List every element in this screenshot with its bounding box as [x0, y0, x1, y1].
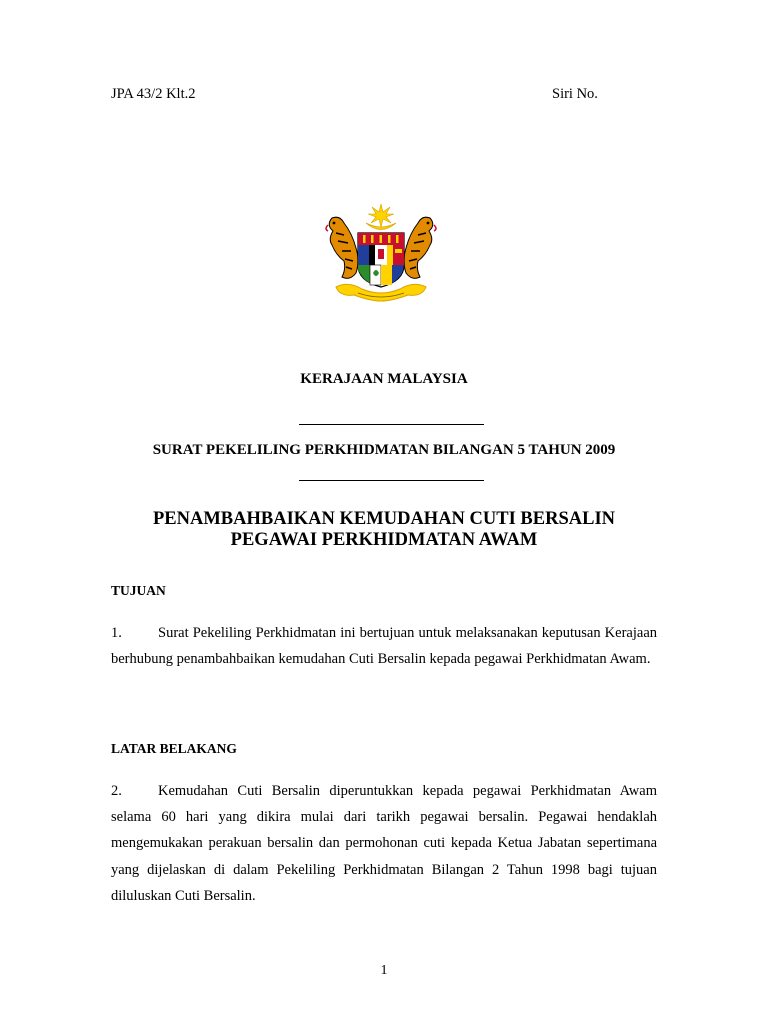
paragraph-text: Surat Pekeliling Perkhidmatan ini bertujuan untuk melaksanakan keputusan Kerajaan berhubung penambahbaikan kemudahan Cuti Bersalin kepada pegawai Perkhidmatan Awam. [111, 625, 657, 668]
heading-divider-top [299, 424, 484, 425]
paragraph-1 [111, 620, 657, 672]
section-heading-tujuan: TUJUAN [111, 583, 166, 598]
paragraph-number: 1. [111, 625, 122, 641]
reference-number: JPA 43/2 Klt.2 [111, 86, 196, 102]
page-number: 1 [380, 963, 388, 978]
paragraph-text: Kemudahan Cuti Bersalin diperuntukkan kepada pegawai Perkhidmatan Awam selama 60 hari yang dikira mulai dari tarikh pegawai bersalin. Pegawai hendaklah mengemukakan perakuan bersalin dan permohonan cuti kepada Ketua Jabatan sepertimana yang dijelaskan di dalam Pekeliling Perkhidmatan Bilangan 2 Tahun 1998 bagi tujuan diluluskan Cuti Bersalin. [111, 783, 657, 904]
paragraph-number: 2. [111, 783, 122, 799]
section-heading-latar-belakang: LATAR BELAKANG [111, 741, 237, 756]
organization-heading: KERAJAAN MALAYSIA [300, 371, 468, 387]
document-title [0, 509, 768, 551]
heading-divider-bottom [299, 480, 484, 481]
document-title-line-2: PEGAWAI PERKHIDMATAN AWAM [230, 530, 538, 550]
document-title-line-1: PENAMBAHBAIKAN KEMUDAHAN CUTI BERSALIN [152, 509, 616, 529]
circular-title: SURAT PEKELILING PERKHIDMATAN BILANGAN 5 TAHUN 2009 [152, 442, 616, 458]
malaysia-coat-of-arms-icon [318, 203, 444, 303]
paragraph-2 [111, 778, 657, 909]
serial-number-label: Siri No. [552, 86, 598, 102]
